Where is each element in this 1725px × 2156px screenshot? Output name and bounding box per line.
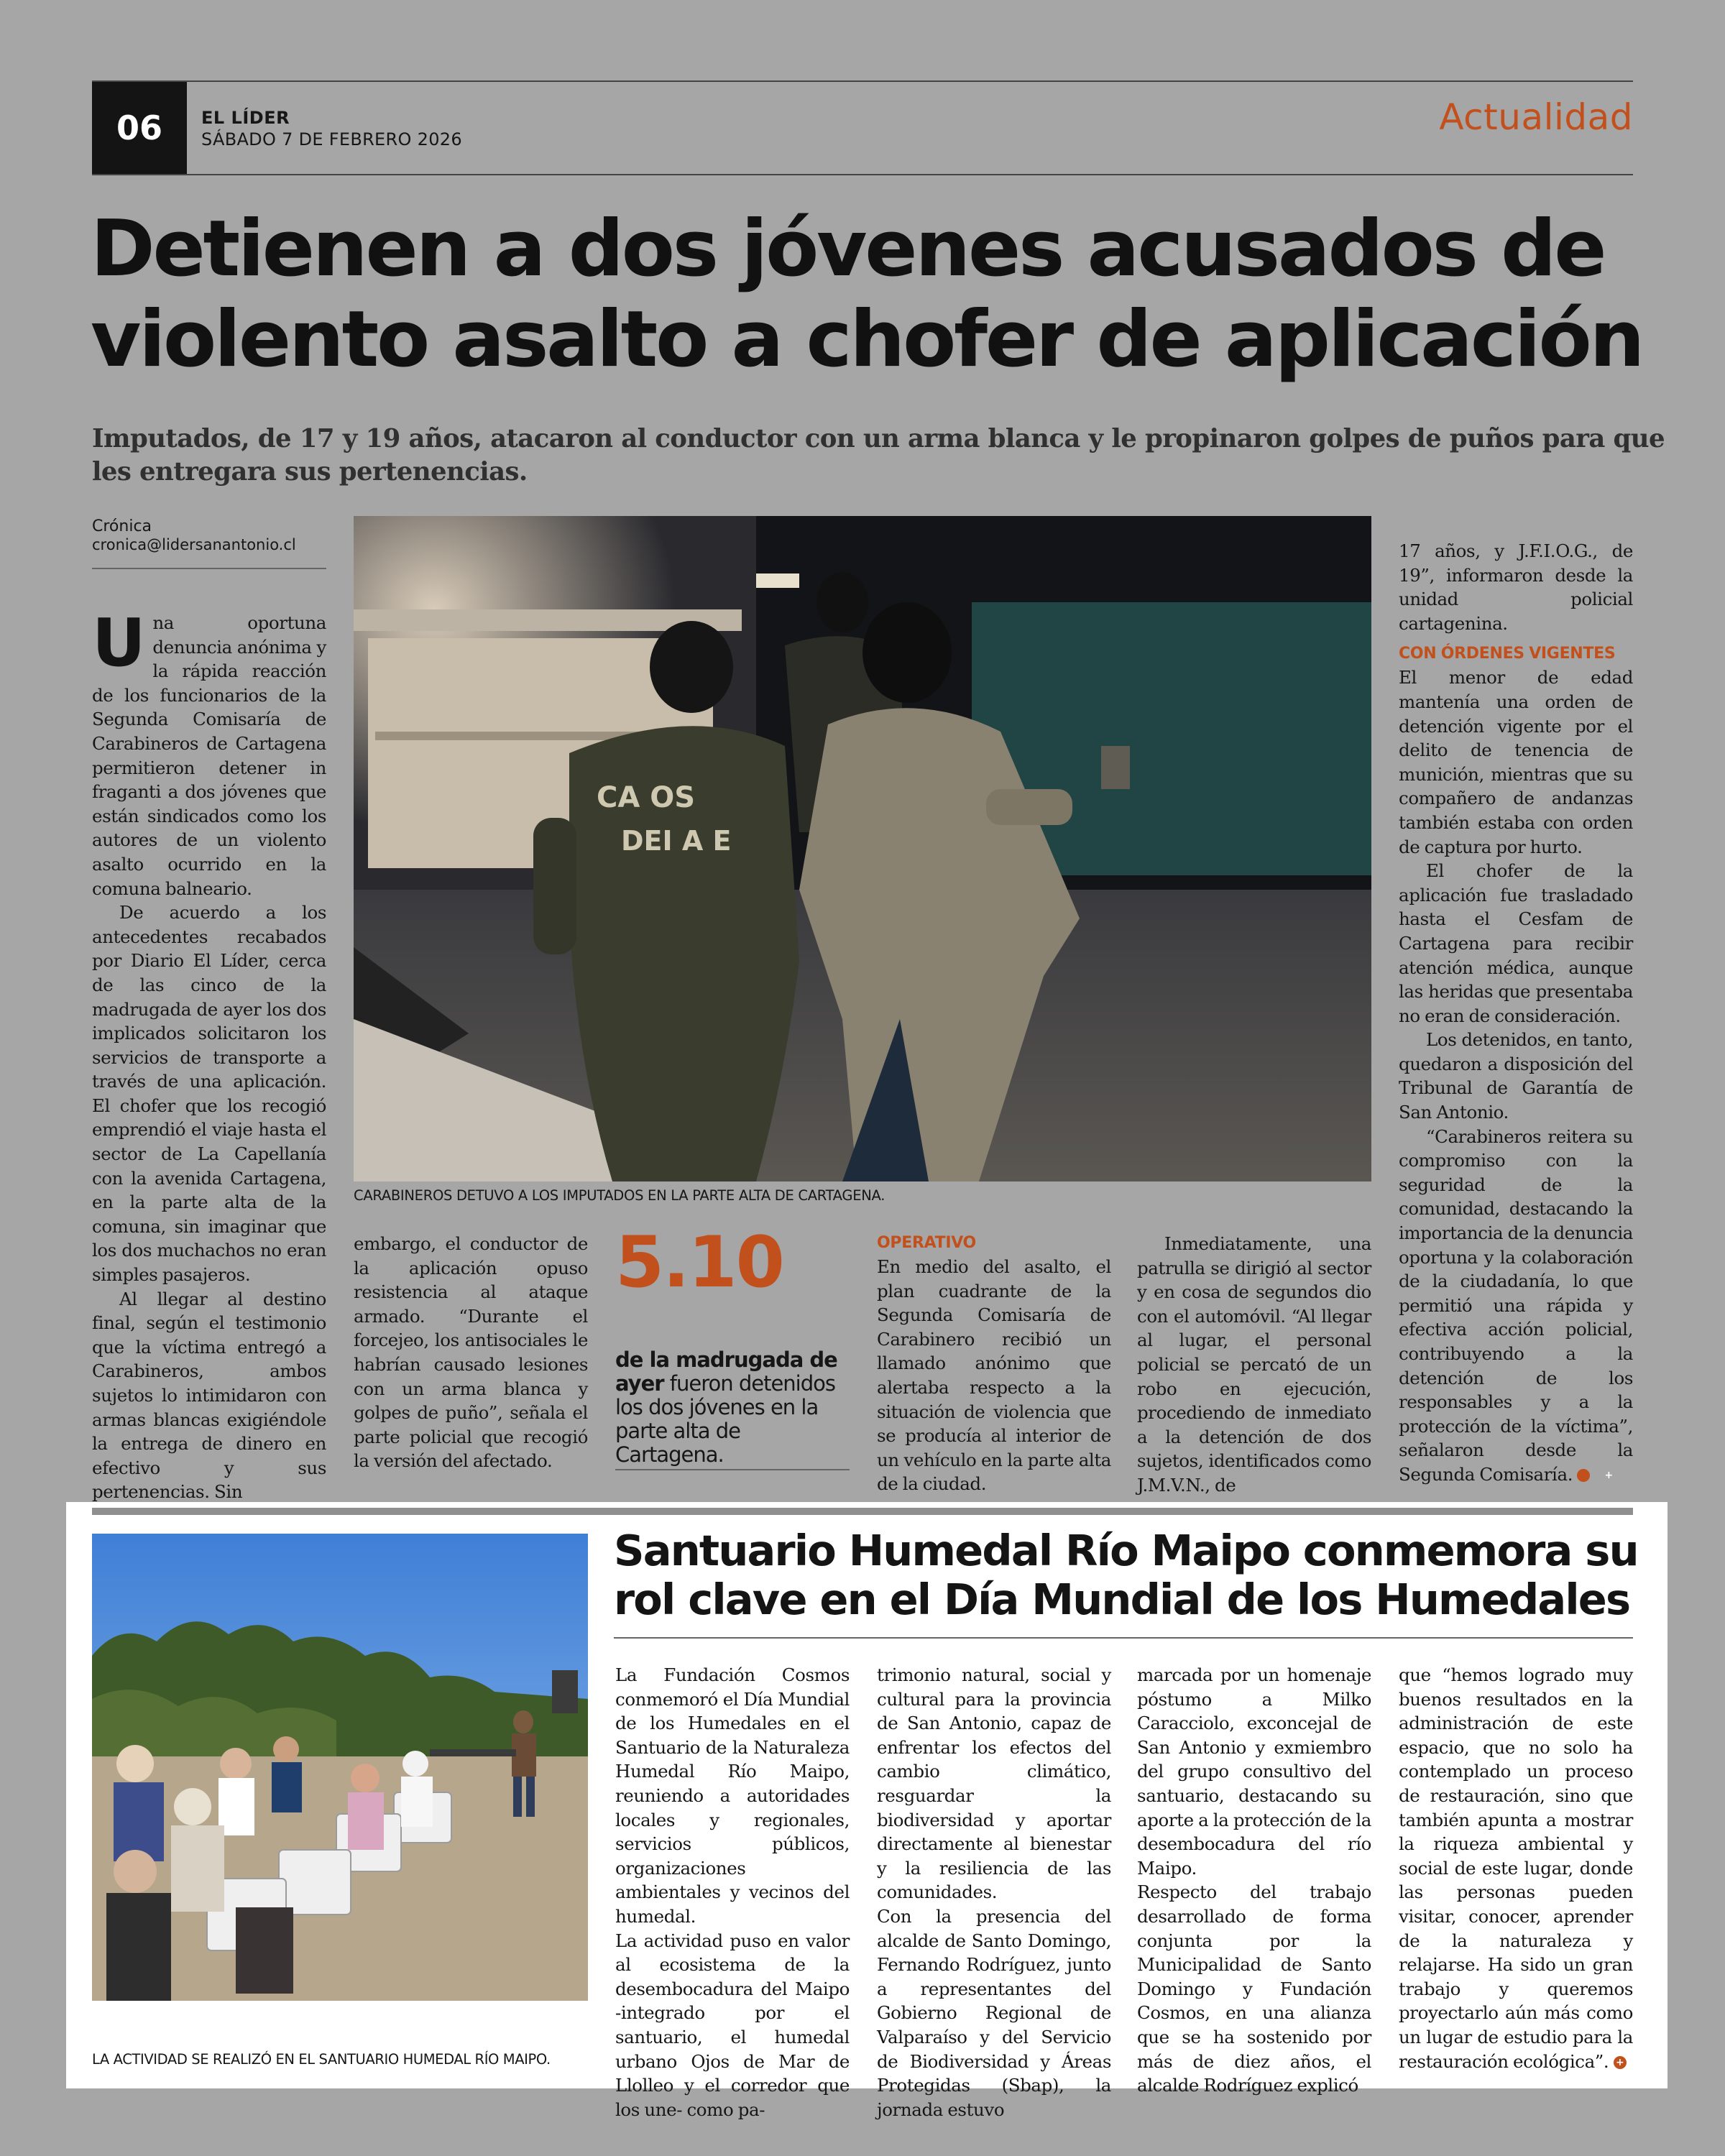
article2-col1-para1: La Fundación Cosmos conmemoró el Día Mundial de los Humedales en el Santuario de la Naturaleza Humedal Río Maipo, reuniendo a autoridades locales y regionales, servicios públicos, organizaciones ambientales y vecinos del humedal. bbox=[615, 1664, 850, 1927]
article2-col4-para1-text: que “hemos logrado muy buenos resultados en la administración de este espacio, que no solo ha contemplado un proceso de restauración, sino que también apunta a mostrar la riqueza ambiental y social de este lugar, donde las personas pueden visitar, conocer, aprender de la naturaleza y relajarse. Ha sido un gran trabajo y queremos proyectarlo aún más como un lugar de estudio para la restauración ecológica”. bbox=[1399, 1664, 1633, 2072]
article1-col5-para1: Inmediatamente, una patrulla se dirigió al sector y en cosa de segundos dio con el automóvil. “Al llegar al lugar, el personal policial se percató de un robo en ejecución, procediendo de inmediato a la detención de dos sujetos, identificados como J.M.V.N., de bbox=[1137, 1233, 1371, 1496]
article1-subtitle bbox=[92, 423, 1665, 489]
article1-col1-para3: Al llegar al destino final, según el testimonio que la víctima entregó a Carabineros, ambos sujetos lo intimidaron con armas blancas exigiéndole la entrega de dinero en efectivo y sus pertenencias. Sin bbox=[92, 1288, 326, 1503]
article2-col2-para2: Con la presencia del alcalde de Santo Domingo, Fernando Rodríguez, junto a representantes del Gobierno Regional de Valparaíso y del Servicio de Biodiversidad y Áreas Protegidas (Sbap), la jornada estuvo bbox=[877, 1905, 1111, 2120]
article2-headline-line2: rol clave en el Día Mundial de los Humedales bbox=[614, 1575, 1630, 1624]
article1-col4-para1: En medio del asalto, el plan cuadrante de la Segunda Comisaría de Carabinero recibió un llamado anónimo que alertaba respecto a la situación de violencia que se producía al interior de un vehículo en la parte alta de la ciudad. bbox=[877, 1256, 1111, 1495]
article2-headline-rule bbox=[614, 1637, 1633, 1639]
byline-section: Crónica bbox=[92, 517, 152, 535]
article2-top-rule bbox=[92, 1508, 1633, 1515]
article1-column4 bbox=[877, 1255, 1111, 1496]
article2-col1-para2: La actividad puso en valor al ecosistema de la desembocadura del Maipo -integrado por el santuario, el humedal urbano Ojos de Mar de Llolleo y el corredor que los une- como pa- bbox=[615, 1930, 850, 2120]
article2-headline-line1: Santuario Humedal Río Maipo conmemora su bbox=[614, 1526, 1638, 1575]
article1-column2 bbox=[354, 1232, 588, 1473]
article1-col1-para1-text: na oportuna denuncia anónima y la rápida reacción de los funcionarios de la Segunda Comisaría de Carabineros de Cartagena permitieron detener in fraganti a dos jóvenes que están sindicados como los autores de un violento asalto ocurrido en la comuna balneario. bbox=[92, 612, 326, 899]
article2-column4 bbox=[1399, 1663, 1633, 2073]
section-name: Actualidad bbox=[1439, 96, 1633, 138]
article1-headline-line1: Detienen a dos jóvenes acusados de bbox=[91, 204, 1605, 294]
article1-col6-para2: El menor de edad mantenía una orden de detención vigente por el delito de tenencia de munición, mientras que su compañero de andanzas también estaba con orden de captura por hurto. bbox=[1399, 667, 1633, 857]
article1-col2-para1: embargo, el conductor de la aplicación opuso resistencia al ataque armado. “Durante el forcejeo, los antisociales le habrían causado lesiones con un arma blanca y golpes de puño”, señala el parte policial que recogió la versión del afectado. bbox=[354, 1233, 588, 1472]
article2-col3-para2: Respecto del trabajo desarrollado de forma conjunta por la Municipalidad de Santo Domingo y Fundación Cosmos, en una alianza que se ha sostenido por más de diez años, el alcalde Rodríguez explicó bbox=[1137, 1881, 1371, 2096]
byline-email: cronica@lidersanantonio.cl bbox=[92, 536, 296, 553]
article1-column1 bbox=[92, 604, 326, 1504]
drop-cap: U bbox=[92, 604, 146, 681]
stat-description bbox=[615, 1348, 850, 1467]
article1-col1-para1 bbox=[92, 604, 326, 900]
article2-col2-para1: trimonio natural, social y cultural para la provincia de San Antonio, capaz de enfrentar los efectos del cambio climático, resguardar la biodiversidad y aportar directamente al bienestar y la resiliencia de las comunidades. bbox=[877, 1664, 1111, 1903]
article2-photo bbox=[92, 1534, 588, 2001]
article2-col3-para1: marcada por un homenaje póstumo a Milko Caracciolo, exconcejal de San Antonio y exmiembro del grupo consultivo del santuario, destacando su aporte a la protección de la desembocadura del río Maipo. bbox=[1137, 1664, 1371, 1879]
stat-number: 5.10 bbox=[615, 1222, 783, 1304]
uniform-text-2: DEI A E bbox=[621, 825, 732, 857]
header-top-rule bbox=[92, 80, 1633, 82]
article2-column3 bbox=[1137, 1663, 1371, 2098]
article1-column5 bbox=[1137, 1232, 1371, 1498]
stat-description-bold: de la madrugada de ayer bbox=[615, 1348, 837, 1396]
stat-rule bbox=[615, 1469, 850, 1470]
night-arrest-scene bbox=[354, 516, 1371, 1181]
article2-column1 bbox=[615, 1663, 850, 2122]
page-number-box bbox=[92, 82, 187, 174]
article1-col1-para2: De acuerdo a los antecedentes recabados por Diario El Líder, cerca de las cinco de la madrugada de ayer los dos implicados solicitaron los servicios de transporte a través de una aplicación. El chofer que los recogió emprendió el viaje hasta el sector de La Capellanía con la avenida Cartagena, en la parte alta de la comuna, sin imaginar que los dos muchachos no eran simples pasajeros. bbox=[92, 902, 326, 1286]
article2-col4-para1 bbox=[1399, 1663, 1633, 2073]
article1-col6-para4: Los detenidos, en tanto, quedaron a disposición del Tribunal de Garantía de San Antonio. bbox=[1399, 1029, 1633, 1123]
issue-date: SÁBADO 7 DE FEBRERO 2026 bbox=[201, 129, 462, 149]
article2-column2 bbox=[877, 1663, 1111, 2122]
article1-col6-para5-text: “Carabineros reitera su compromiso con la seguridad de la comunidad, destacando la importancia de la denuncia oportuna y la colaboración de la ciudadanía, lo que permitió una rápida y efectiva acción policial, contribuyendo a la detención de los responsables y a la protección de la víctima”, señalaron desde la Segunda Comisaría. bbox=[1399, 1125, 1633, 1485]
uniform-text-1: CA OS bbox=[597, 781, 696, 814]
article2-photo-caption: LA ACTIVIDAD SE REALIZÓ EN EL SANTUARIO HUMEDAL RÍO MAIPO. bbox=[92, 2051, 551, 2068]
subhead-ordenes: CON ÓRDENES VIGENTES bbox=[1399, 645, 1616, 663]
paper-name: EL LÍDER bbox=[201, 108, 290, 128]
article1-subtitle-line1: Imputados, de 17 y 19 años, atacaron al conductor con un arma blanca y le propinaron golpes de puños para que bbox=[92, 424, 1665, 453]
article1-col6-para5 bbox=[1399, 1125, 1633, 1487]
article1-subtitle-line2: les entregara sus pertenencias. bbox=[92, 457, 528, 487]
article1-headline-line2: violento asalto a chofer de aplicación bbox=[91, 295, 1643, 384]
article1-column6 bbox=[1399, 539, 1633, 1487]
article1-col6-para1: 17 años, y J.F.I.O.G., de 19”, informaron desde la unidad policial cartagenina. bbox=[1399, 540, 1633, 634]
wetland-ceremony-scene bbox=[92, 1534, 588, 2001]
page-number: 06 bbox=[116, 109, 162, 147]
article1-col6-para3: El chofer de la aplicación fue trasladado hasta el Cesfam de Cartagena para recibir atención médica, aunque las heridas que presentaba no eran de consideración. bbox=[1399, 860, 1633, 1026]
article1-headline bbox=[91, 204, 1643, 385]
byline-rule bbox=[92, 568, 326, 569]
end-of-article-icon: + bbox=[1614, 2056, 1627, 2069]
subhead-operativo: OPERATIVO bbox=[877, 1234, 976, 1252]
end-of-article-icon: + bbox=[1577, 1469, 1590, 1482]
article1-photo-caption: CARABINEROS DETUVO A LOS IMPUTADOS EN LA PARTE ALTA DE CARTAGENA. bbox=[354, 1187, 886, 1204]
article1-photo bbox=[354, 516, 1371, 1181]
stat-description-rest: fueron detenidos los dos jóvenes en la parte alta de Cartagena. bbox=[615, 1371, 835, 1467]
header-bottom-rule bbox=[92, 174, 1633, 175]
article2-headline bbox=[614, 1526, 1649, 1624]
